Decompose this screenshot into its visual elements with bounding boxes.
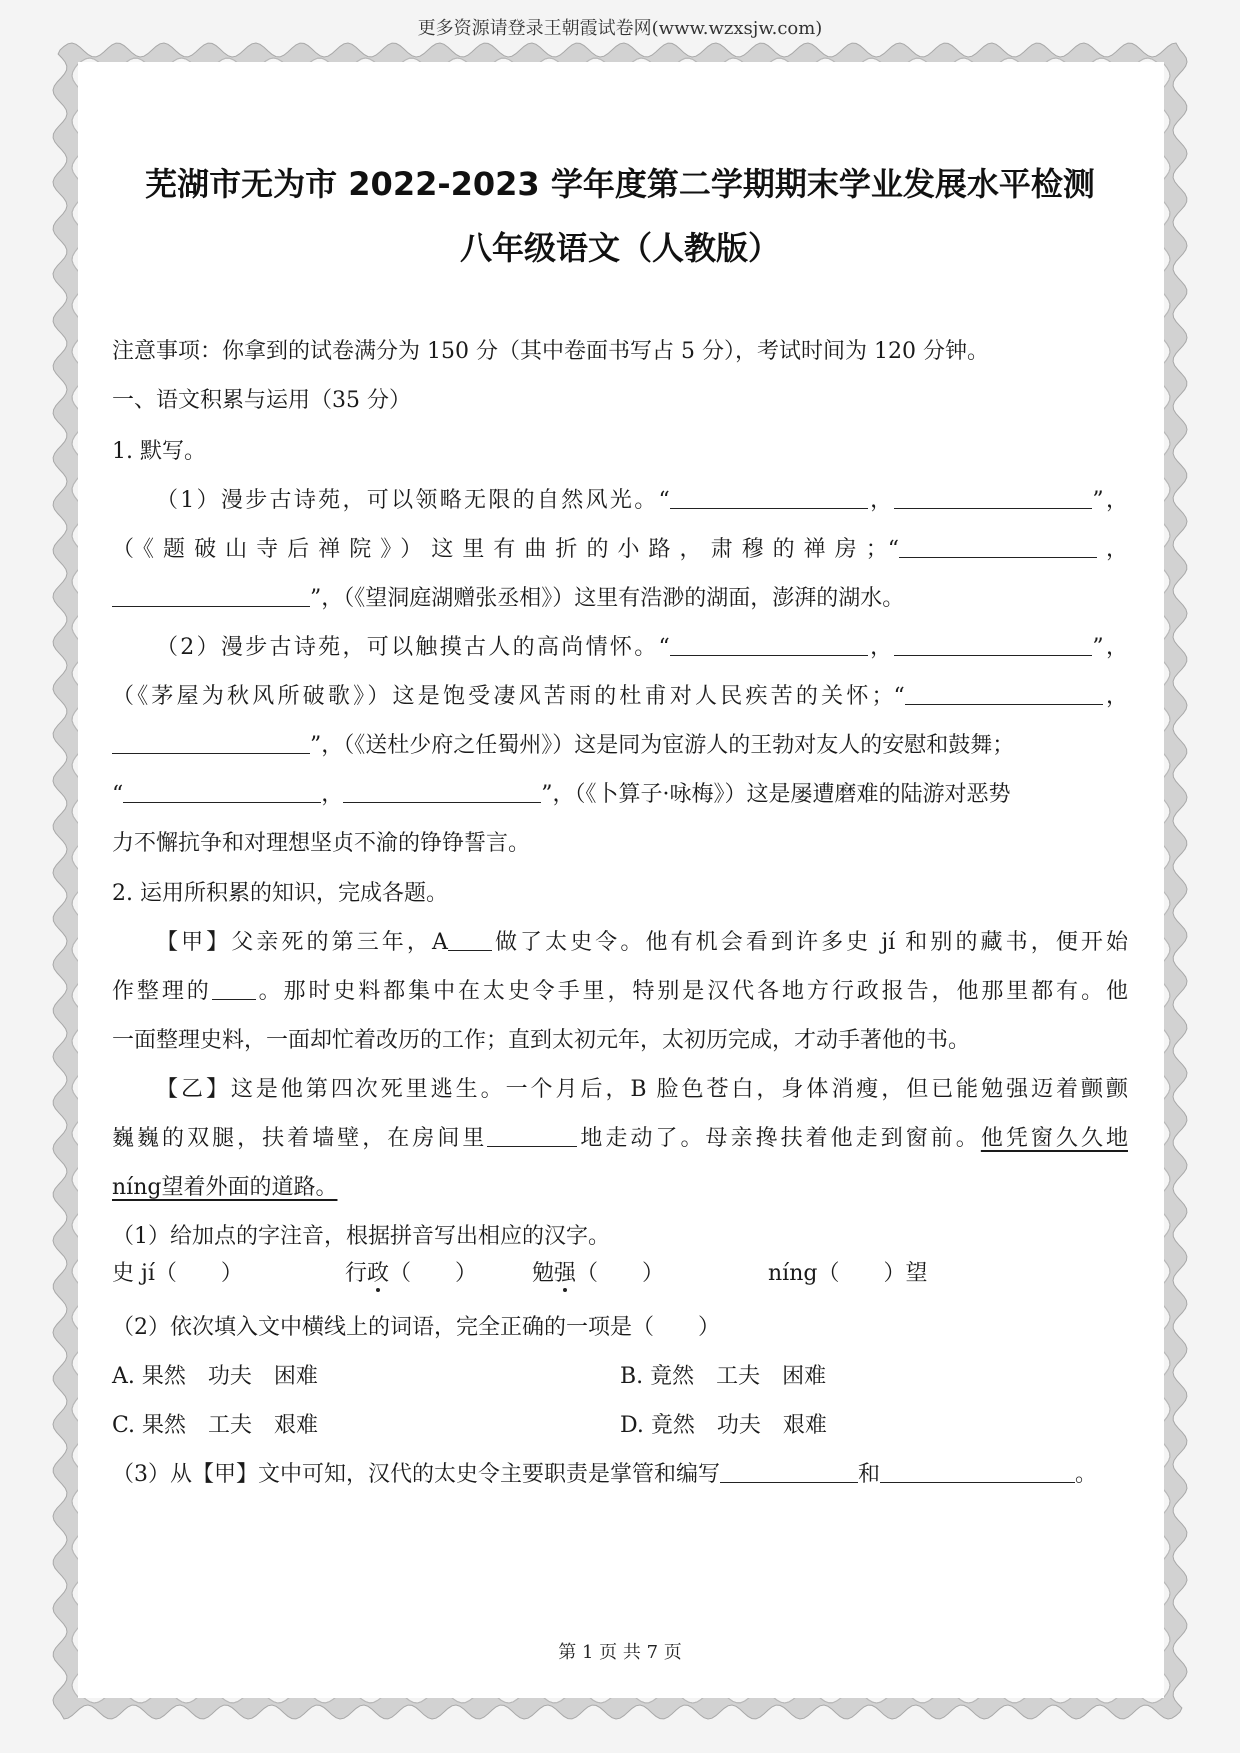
text: ， xyxy=(321,782,344,807)
answer-blank[interactable] xyxy=(123,780,321,803)
text: 作整理的 xyxy=(112,979,212,1004)
text: 【甲】父亲死的第三年，A xyxy=(156,930,448,955)
text: 。那时史料都集中在太史令手里，特别是汉代各地方行政报告，他那里都有。他 xyxy=(255,979,1128,1004)
text: ， xyxy=(1102,684,1128,709)
answer-blank[interactable] xyxy=(880,1460,1075,1483)
site-banner: 更多资源请登录王朝霞试卷网(www.wzxsjw.com) xyxy=(417,18,823,39)
text: ， xyxy=(867,635,895,660)
underlined-sentence: níng望着外面的道路。 xyxy=(112,1175,338,1200)
answer-blank[interactable] xyxy=(670,486,868,509)
sub-question-3 xyxy=(112,1460,1128,1490)
answer-blank[interactable] xyxy=(720,1460,858,1483)
answer-blank[interactable] xyxy=(905,682,1103,705)
text: （1）漫步古诗苑，可以领略无限的自然风光。“ xyxy=(156,488,670,513)
passage-yi-line2 xyxy=(112,1124,1128,1154)
text: （《题破山寺后禅院》）这里有曲折的小路，肃穆的禅房；“ xyxy=(112,537,899,562)
answer-blank[interactable] xyxy=(670,633,868,656)
answer-blank[interactable] xyxy=(448,928,492,951)
text: ， xyxy=(1096,537,1128,562)
text: 。 xyxy=(1075,1462,1098,1487)
option-b[interactable]: B. 竟然 工夫 困难 xyxy=(620,1364,827,1389)
text: 行 xyxy=(345,1261,368,1286)
text: “ xyxy=(112,782,124,807)
text: ”，（《送杜少府之任蜀州》）这是同为宦游人的王勃对友人的安慰和鼓舞； xyxy=(310,733,1015,758)
q1-part2-line2 xyxy=(112,682,1128,712)
text: 做了太史令。他有机会看到许多史 jí 和别的藏书，便开始 xyxy=(491,930,1128,955)
text: （《茅屋为秋风所破歌》）这是饱受凄风苦雨的杜甫对人民疾苦的关怀；“ xyxy=(112,684,905,709)
section-heading: 一、语文积累与运用（35 分） xyxy=(112,388,411,413)
notice: 注意事项：你拿到的试卷满分为 150 分（其中卷面书写占 5 分），考试时间为 120 分钟。 xyxy=(112,339,989,364)
pinyin-item-3[interactable] xyxy=(532,1259,664,1289)
text: 巍巍的双腿，扶着墙壁，在房间里 xyxy=(112,1126,488,1151)
answer-blank[interactable] xyxy=(112,731,310,754)
text: 和 xyxy=(858,1462,881,1487)
text: 【乙】这是他第四次死里逃生。一个月后，B 脸色苍白，身体消瘦，但已能勉强迈着颤颤 xyxy=(156,1077,1128,1102)
underlined-sentence: 他凭窗久久地 xyxy=(980,1126,1128,1151)
text: 勉 xyxy=(532,1261,555,1286)
pinyin-item-4[interactable]: níng（ ）望 xyxy=(768,1261,928,1286)
passage-jia-line2 xyxy=(112,977,1128,1007)
text: ”，（《望洞庭湖赠张丞相》）这里有浩渺的湖面，澎湃的湖水。 xyxy=(310,586,905,611)
text: ， xyxy=(867,488,895,513)
q1-part2-line5: 力不懈抗争和对理想坚贞不渝的铮铮誓言。 xyxy=(112,831,531,856)
pinyin-item-1[interactable]: 史 jí（ ） xyxy=(112,1261,243,1286)
q1-part1-line3 xyxy=(112,584,1128,614)
text: ”， xyxy=(1092,635,1128,660)
q1-part2-line1 xyxy=(112,633,1128,663)
sub-question-1: （1）给加点的字注音，根据拼音写出相应的汉字。 xyxy=(112,1224,610,1249)
page-footer: 第 1 页 共 7 页 xyxy=(558,1642,682,1663)
dotted-char: 强 xyxy=(554,1261,577,1286)
passage-yi-line1 xyxy=(112,1075,1128,1105)
passage-jia-line3: 一面整理史料，一面却忙着改历的工作；直到太初元年，太初历完成，才动手著他的书。 xyxy=(112,1028,971,1053)
answer-blank[interactable] xyxy=(899,535,1097,558)
sub-question-2: （2）依次填入文中横线上的词语，完全正确的一项是（ ） xyxy=(112,1315,720,1340)
text: （3）从【甲】文中可知，汉代的太史令主要职责是掌管和编写 xyxy=(112,1462,720,1487)
q1-part2-line3 xyxy=(112,731,1128,761)
question-2-stem: 2. 运用所积累的知识，完成各题。 xyxy=(112,881,448,906)
text: （ ） xyxy=(389,1261,478,1286)
passage-jia-line1 xyxy=(112,928,1128,958)
answer-blank[interactable] xyxy=(112,584,310,607)
exam-subtitle: 八年级语文（人教版） xyxy=(459,229,780,267)
text: （ ） xyxy=(576,1261,665,1286)
answer-blank[interactable] xyxy=(894,486,1092,509)
option-a[interactable]: A. 果然 功夫 困难 xyxy=(112,1364,318,1389)
q1-part1-line1 xyxy=(112,486,1128,516)
answer-blank[interactable] xyxy=(487,1124,577,1147)
pinyin-item-2[interactable] xyxy=(345,1259,477,1289)
text: 地走动了。母亲搀扶着他走到窗前。 xyxy=(577,1126,981,1151)
passage-yi-line3 xyxy=(112,1173,1128,1203)
text: ”，（《卜算子·咏梅》）这是屡遭磨难的陆游对恶势 xyxy=(541,782,1011,807)
answer-blank[interactable] xyxy=(212,977,256,1000)
exam-title: 芜湖市无为市 2022-2023 学年度第二学期期末学业发展水平检测 xyxy=(145,165,1095,203)
q1-part1-line2 xyxy=(112,535,1128,565)
option-d[interactable]: D. 竟然 功夫 艰难 xyxy=(620,1413,827,1438)
q1-part2-line4 xyxy=(112,780,1128,810)
dotted-char: 政 xyxy=(367,1261,390,1286)
text: ”， xyxy=(1092,488,1128,513)
question-1-stem: 1. 默写。 xyxy=(112,439,206,464)
answer-blank[interactable] xyxy=(894,633,1092,656)
text: （2）漫步古诗苑，可以触摸古人的高尚情怀。“ xyxy=(156,635,670,660)
answer-blank[interactable] xyxy=(343,780,541,803)
option-c[interactable]: C. 果然 工夫 艰难 xyxy=(112,1413,319,1438)
